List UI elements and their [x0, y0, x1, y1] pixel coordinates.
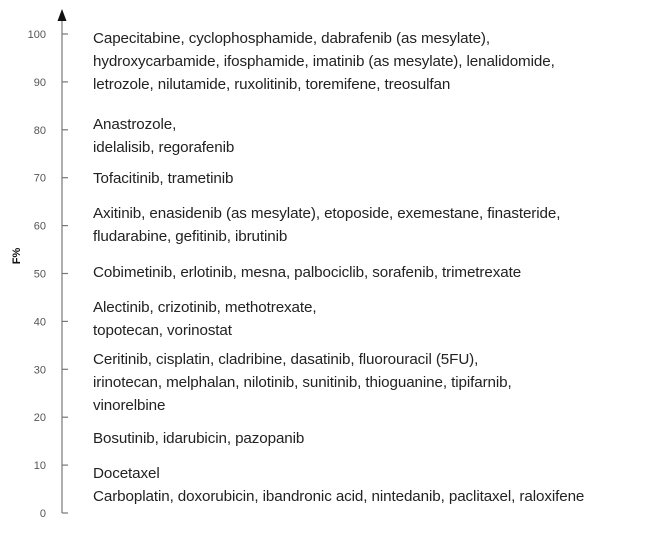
- group-line: Carboplatin, doxorubicin, ibandronic acid, nintedanib, paclitaxel, raloxifene: [93, 488, 585, 505]
- group-line: vinorelbine: [93, 397, 166, 414]
- group-line: Axitinib, enasidenib (as mesylate), etoposide, exemestane, finasteride,: [93, 205, 561, 222]
- y-tick-label-50: 50: [33, 268, 46, 281]
- y-tick-label-10: 10: [33, 460, 46, 473]
- y-axis-arrow-icon: [58, 9, 67, 21]
- drug-group-70: [93, 167, 233, 190]
- drug-group-40: [93, 296, 316, 342]
- drug-group-80: [93, 113, 234, 159]
- group-line: Alectinib, crizotinib, methotrexate,: [93, 299, 317, 316]
- group-line: idelalisib, regorafenib: [93, 139, 235, 156]
- drug-group-4: [93, 485, 584, 508]
- y-tick-label-30: 30: [33, 364, 46, 377]
- y-tick-label-40: 40: [33, 316, 46, 329]
- drug-group-50: [93, 261, 521, 284]
- drug-group-60: [93, 202, 560, 248]
- group-line: letrozole, nilutamide, ruxolitinib, toremifene, treosulfan: [93, 76, 451, 93]
- y-tick-label-60: 60: [33, 220, 46, 233]
- y-tick-label-20: 20: [33, 412, 46, 425]
- y-tick-label-90: 90: [33, 76, 46, 89]
- group-line: Capecitabine, cyclophosphamide, dabrafenib (as mesylate),: [93, 30, 490, 47]
- group-line: fludarabine, gefitinib, ibrutinib: [93, 228, 288, 245]
- group-line: Docetaxel: [93, 465, 160, 482]
- drug-group-8: [93, 462, 160, 485]
- y-tick-label-0: 0: [39, 508, 46, 520]
- drug-group-97: [93, 27, 555, 96]
- y-axis-label: F%: [11, 247, 23, 265]
- y-tick-label-70: 70: [33, 172, 46, 185]
- group-line: Ceritinib, cisplatin, cladribine, dasatinib, fluorouracil (5FU),: [93, 351, 479, 368]
- y-tick-label-80: 80: [33, 124, 46, 137]
- group-line: hydroxycarbamide, ifosphamide, imatinib (as mesylate), lenalidomide,: [93, 53, 555, 70]
- drug-group-28: [93, 348, 512, 417]
- group-line: Cobimetinib, erlotinib, mesna, palbociclib, sorafenib, trimetrexate: [93, 264, 522, 281]
- drug-group-16: [93, 427, 304, 450]
- group-line: irinotecan, melphalan, nilotinib, sunitinib, thioguanine, tipifarnib,: [93, 374, 512, 391]
- y-tick-label-100: 100: [27, 29, 46, 41]
- group-line: Bosutinib, idarubicin, pazopanib: [93, 430, 305, 447]
- group-line: Anastrozole,: [93, 116, 177, 133]
- group-line: Tofacitinib, trametinib: [93, 170, 234, 187]
- group-line: topotecan, vorinostat: [93, 322, 232, 339]
